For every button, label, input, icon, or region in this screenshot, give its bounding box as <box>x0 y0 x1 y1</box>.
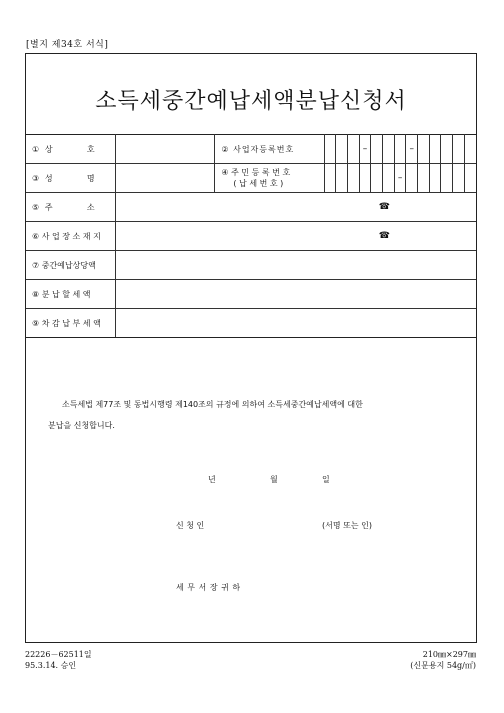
workplace-field[interactable] <box>115 222 476 251</box>
resident-digit-5[interactable] <box>371 164 383 193</box>
statement-line-2: 분납을 신청합니다. <box>48 421 115 430</box>
resident-digit-8[interactable] <box>418 164 430 193</box>
addressee-label: 세 무 서 장 귀 하 <box>176 583 241 592</box>
biz-reg-digit-4[interactable] <box>371 135 383 164</box>
form-code: 22226－62511일 <box>25 650 92 659</box>
resident-digit-1[interactable] <box>324 164 336 193</box>
resident-separator: – <box>394 164 406 193</box>
statement-text <box>48 394 458 436</box>
row-net-payable <box>26 309 476 338</box>
label-address: ⑤ 주 소 <box>26 193 115 222</box>
approval-date: 95.3.14. 승인 <box>25 661 77 670</box>
installment-amount-field[interactable] <box>115 280 476 309</box>
biz-reg-digit-5[interactable] <box>383 135 395 164</box>
biz-reg-separator: – <box>359 135 371 164</box>
statement-line-1: 소득세법 제77조 및 동법시행령 제140조의 규정에 의하여 소득세중간예납세액에 대한 <box>62 400 363 409</box>
signature-seal-label: (서명 또는 인) <box>322 521 372 530</box>
biz-reg-digit-9[interactable] <box>441 135 453 164</box>
phone-icon: ☎ <box>378 231 390 241</box>
label-business-name: ① 상 호 <box>26 135 115 164</box>
form-number-label: [별지 제34호 서식] <box>26 40 109 50</box>
label-resident-reg-no: ④ 주 민 등 록 번 호 ( 납 세 번 호 ) <box>215 164 324 193</box>
biz-reg-digit-6[interactable] <box>394 135 406 164</box>
label-net-payable: ⑨ 차 감 납 부 세 액 <box>26 309 115 338</box>
resident-digit-9[interactable] <box>429 164 441 193</box>
biz-reg-digit-8[interactable] <box>429 135 441 164</box>
resident-digit-2[interactable] <box>336 164 348 193</box>
resident-digit-12[interactable] <box>464 164 476 193</box>
biz-reg-digit-3[interactable] <box>348 135 360 164</box>
resident-digit-10[interactable] <box>441 164 453 193</box>
biz-reg-digit-1[interactable] <box>324 135 336 164</box>
resident-digit-6[interactable] <box>383 164 395 193</box>
applicant-label: 신 청 인 <box>176 521 205 530</box>
resident-digit-4[interactable] <box>359 164 371 193</box>
biz-reg-digit-2[interactable] <box>336 135 348 164</box>
row-business-name <box>26 135 476 164</box>
label-person-name: ③ 성 명 <box>26 164 115 193</box>
date-day-label: 일 <box>322 475 330 484</box>
application-fields-table <box>26 134 476 338</box>
resident-digit-11[interactable] <box>453 164 465 193</box>
phone-icon: ☎ <box>378 202 390 212</box>
row-person-name <box>26 164 476 193</box>
row-interim-amount <box>26 251 476 280</box>
row-installment-amount <box>26 280 476 309</box>
paper-type: (신문용지 54g/㎡) <box>410 661 476 670</box>
biz-reg-digit-11[interactable] <box>464 135 476 164</box>
paper-size: 210㎜×297㎜ <box>422 650 476 659</box>
interim-amount-field[interactable] <box>115 251 476 280</box>
business-name-field[interactable] <box>115 135 215 164</box>
label-installment-amount: ⑧ 분 납 할 세 액 <box>26 280 115 309</box>
form-frame <box>25 53 477 643</box>
person-name-field[interactable] <box>115 164 215 193</box>
biz-reg-separator-2: – <box>406 135 418 164</box>
row-workplace <box>26 222 476 251</box>
form-title: 소득세중간예납세액분납신청서 <box>95 89 407 114</box>
date-month-label: 월 <box>270 475 278 484</box>
net-payable-field[interactable] <box>115 309 476 338</box>
date-year-label: 년 <box>208 475 216 484</box>
label-interim-amount: ⑦ 중간예납상당액 <box>26 251 115 280</box>
resident-digit-7[interactable] <box>406 164 418 193</box>
biz-reg-digit-7[interactable] <box>418 135 430 164</box>
address-field[interactable] <box>115 193 476 222</box>
biz-reg-digit-10[interactable] <box>453 135 465 164</box>
resident-digit-3[interactable] <box>348 164 360 193</box>
row-address <box>26 193 476 222</box>
label-business-reg-no: ② 사업자등록번호 <box>215 135 324 164</box>
label-workplace: ⑥ 사 업 장 소 재 지 <box>26 222 115 251</box>
